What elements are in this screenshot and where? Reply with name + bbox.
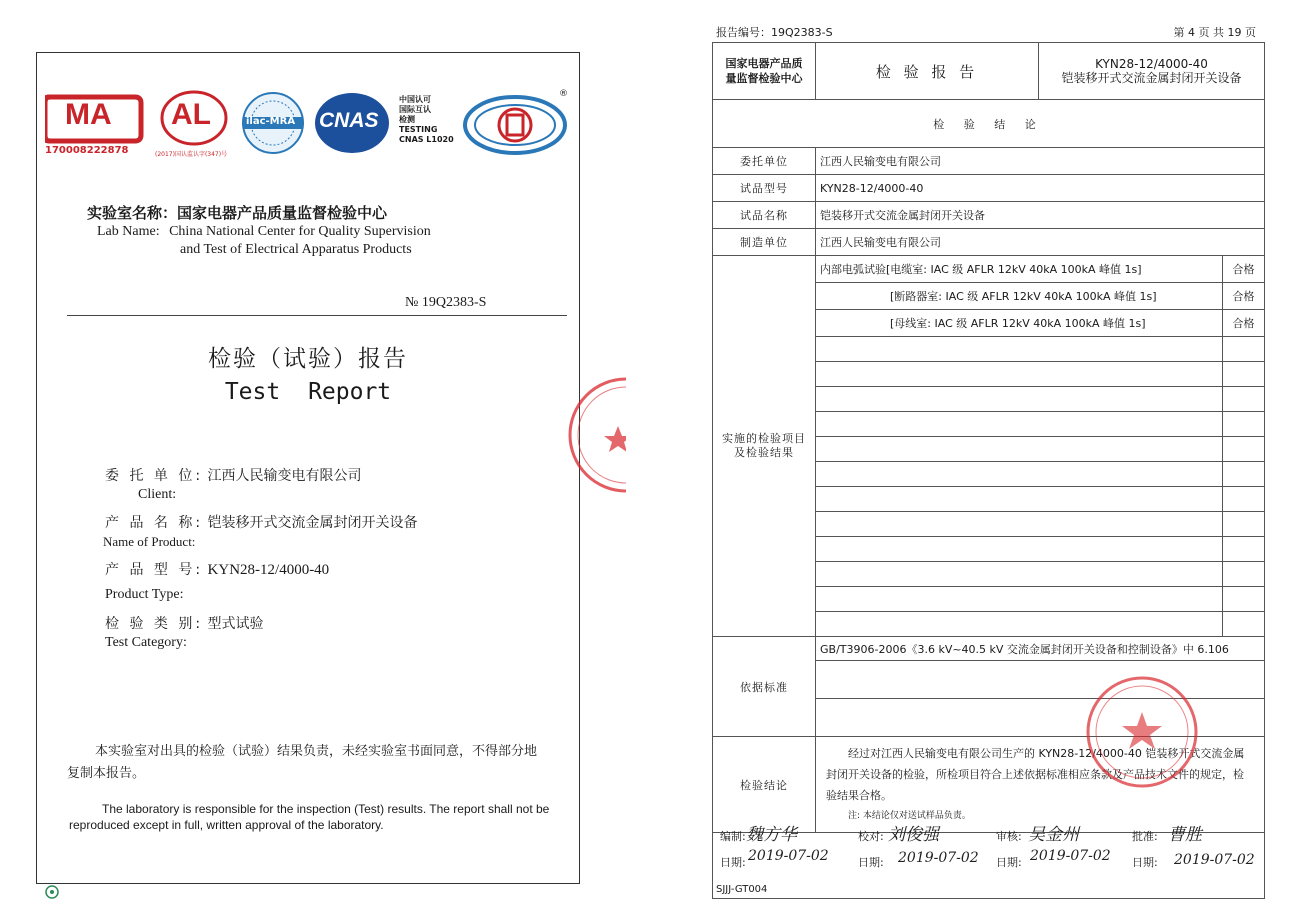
row-value: 江西人民输变电有限公司 xyxy=(816,148,1265,175)
cover-page xyxy=(36,52,580,884)
category-field xyxy=(105,613,264,633)
notice-en: The laboratory is responsible for the inspection (Test) results. The report shall not be reproduced except in full, written approval of the laboratory. xyxy=(69,802,550,832)
model-en-label: Product Type: xyxy=(105,587,184,602)
standard-row xyxy=(713,637,1265,661)
conclusion-text: 经过对江西人民输变电有限公司生产的 KYN28-12/4000-40 铠装移开式交流金属封闭开关设备的检验，所检项目符合上述依据标准相应条款及产品技术文件的规定，检验结果合格。 xyxy=(826,746,1245,802)
approved-signature: 曹胜 xyxy=(1168,825,1202,845)
product-field xyxy=(105,512,418,532)
report-title-cn: 检验（试验）报告 xyxy=(208,346,408,372)
compiled-signature: 魏方华 xyxy=(746,825,797,845)
header-model: KYN28-12/4000-40 xyxy=(1095,57,1208,71)
table-row xyxy=(713,175,1265,202)
category-label: 检 验 类 别: xyxy=(105,616,204,632)
model-value: KYN28-12/4000-40 xyxy=(207,562,330,578)
items-label: 实施的检验项目及检验结果 xyxy=(713,256,816,637)
signature-block xyxy=(712,808,1264,878)
date-reviewed: 2019-07-02 xyxy=(1030,848,1111,864)
model-label: 产 品 型 号: xyxy=(105,562,204,578)
reviewed-signature: 吴金州 xyxy=(1028,825,1079,845)
client-field xyxy=(105,465,362,485)
header-title: 检 验 报 告 xyxy=(816,43,1039,99)
corner-mark xyxy=(44,884,60,904)
lab-name-en-line1: China National Center for Quality Supervision xyxy=(169,224,431,239)
model-field xyxy=(105,559,329,579)
accreditation-line: 检测 xyxy=(399,115,415,124)
header-product xyxy=(1039,43,1264,99)
category-en-label: Test Category: xyxy=(105,635,187,650)
report-page xyxy=(712,0,1272,921)
row-value: 江西人民输变电有限公司 xyxy=(816,229,1265,256)
cqc-logo xyxy=(463,89,571,159)
lab-name-en-line2: and Test of Electrical Apparatus Products xyxy=(180,242,412,257)
lab-name-en xyxy=(97,223,431,259)
row-label: 委托单位 xyxy=(713,148,816,175)
header-product-name: 铠装移开式交流金属封闭开关设备 xyxy=(1061,71,1242,85)
item-text: [断路器室: IAC 级 AFLR 12kV 40kA 100kA 峰值 1s] xyxy=(816,283,1223,310)
table-row xyxy=(713,148,1265,175)
page-info: 第 4 页 共 19 页 xyxy=(1173,26,1256,39)
date-approved: 2019-07-02 xyxy=(1174,852,1255,868)
item-row xyxy=(713,256,1265,283)
notice-cn: 本实验室对出具的检验（试验）结果负责，未经实验室书面同意，不得部分地复制本报告。 xyxy=(67,744,538,781)
product-en-label: Name of Product: xyxy=(103,534,196,549)
row-label: 制造单位 xyxy=(713,229,816,256)
product-label: 产 品 名 称: xyxy=(105,515,204,531)
accreditation-text xyxy=(399,95,459,145)
accreditation-line: TESTING xyxy=(399,125,438,134)
lab-name-cn: 实验室名称：国家电器产品质量监督检验中心 xyxy=(87,204,388,222)
lab-name-en-label: Lab Name: xyxy=(97,224,160,239)
table-header-row xyxy=(713,43,1265,100)
official-seal xyxy=(566,376,626,498)
row-label: 试品名称 xyxy=(713,202,816,229)
section-title: 检 验 结 论 xyxy=(713,100,1265,148)
official-seal xyxy=(1084,674,1200,794)
date-label: 日期: xyxy=(996,856,1022,869)
compiled-label: 编制: xyxy=(720,830,746,843)
date-compiled: 2019-07-02 xyxy=(748,848,829,864)
cal-text: AL xyxy=(171,98,211,131)
item-text: [母线室: IAC 级 AFLR 12kV 40kA 100kA 峰值 1s] xyxy=(816,310,1223,337)
report-number: № 19Q2383-S xyxy=(405,295,487,310)
accreditation-logos xyxy=(45,89,570,175)
standard-label: 依据标准 xyxy=(713,637,816,737)
client-label: 委 托 单 位: xyxy=(105,468,204,484)
client-en-label: Client: xyxy=(138,487,177,502)
report-number: 报告编号：19Q2383-S xyxy=(716,26,833,39)
row-label: 试品型号 xyxy=(713,175,816,202)
checked-signature: 刘俊强 xyxy=(888,825,939,845)
client-value: 江西人民输变电有限公司 xyxy=(207,468,362,484)
report-title-en: Test Report xyxy=(224,379,392,405)
cma-number: 170008222878 xyxy=(45,145,129,156)
conclusion-note: 注: 本结论仅对送试样品负责。 xyxy=(848,810,971,821)
cal-logo xyxy=(153,89,235,161)
conclusion-label: 检验结论 xyxy=(713,737,816,833)
date-checked: 2019-07-02 xyxy=(898,850,979,866)
cma-logo xyxy=(45,89,145,159)
category-value: 型式试验 xyxy=(207,616,264,632)
ilac-mra-logo xyxy=(241,91,305,155)
accreditation-line: CNAS L1020 xyxy=(399,135,454,144)
cma-text: MA xyxy=(65,98,112,131)
registered-mark: ® xyxy=(559,89,568,99)
product-value: 铠装移开式交流金属封闭开关设备 xyxy=(207,515,418,531)
checked-label: 校对: xyxy=(858,830,884,843)
accreditation-line: 中国认可 xyxy=(399,95,431,104)
row-value: 铠装移开式交流金属封闭开关设备 xyxy=(816,202,1265,229)
standard-value: GB/T3906-2006《3.6 kV~40.5 kV 交流金属封闭开关设备和控制设备》中 6.106 xyxy=(816,637,1265,661)
date-label: 日期: xyxy=(1132,856,1158,869)
item-result: 合格 xyxy=(1223,283,1265,310)
row-value: KYN28-12/4000-40 xyxy=(816,175,1265,202)
item-text: 内部电弧试验[电缆室: IAC 级 AFLR 12kV 40kA 100kA 峰值 1s] xyxy=(816,256,1223,283)
accreditation-line: 国际互认 xyxy=(399,105,431,114)
item-result: 合格 xyxy=(1223,310,1265,337)
reviewed-label: 审核: xyxy=(996,830,1022,843)
cnas-logo xyxy=(313,91,391,155)
form-code: SJJJ-GT004 xyxy=(716,884,768,895)
table-row xyxy=(713,229,1265,256)
header-org: 国家电器产品质量监督检验中心 xyxy=(713,43,816,100)
item-result: 合格 xyxy=(1223,256,1265,283)
ilac-text: ilac-MRA xyxy=(246,116,296,127)
table-row xyxy=(713,202,1265,229)
approved-label: 批准: xyxy=(1132,830,1158,843)
cal-caption: (2017)国认监认字(347)号 xyxy=(155,151,228,158)
header-title-cell xyxy=(816,43,1265,100)
date-label: 日期: xyxy=(720,856,746,869)
divider xyxy=(67,315,567,316)
date-label: 日期: xyxy=(858,856,884,869)
cnas-text: CNAS xyxy=(319,109,379,132)
